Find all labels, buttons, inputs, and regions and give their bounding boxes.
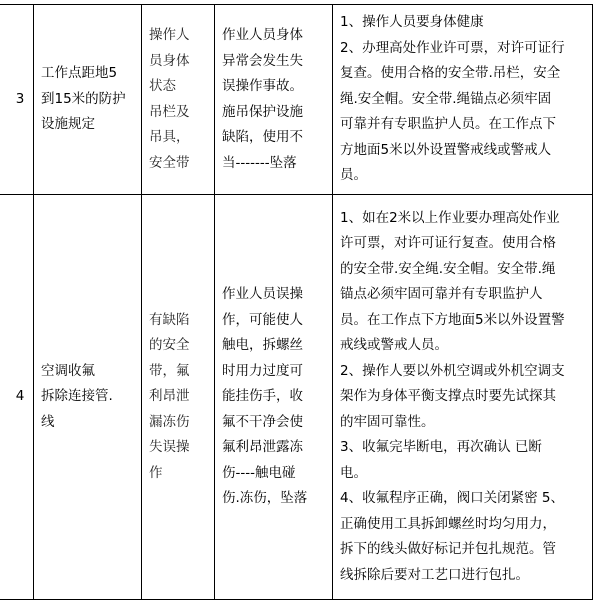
measure-line: 绳.安全帽。安全带.绳锚点必须牢固 — [340, 90, 552, 107]
risk-line: 氟利昂泄露冻 — [222, 439, 303, 456]
table-row — [0, 195, 593, 600]
measure-line: 3、收氟完毕断电，再次确认 已断 — [340, 439, 542, 456]
hazard-factor-line: 利昂泄 — [149, 388, 190, 405]
measure-line: 1、如在2米以上作业要办理高处作业 — [340, 209, 560, 226]
measure-line: 线拆除后要对工艺口进行包扎。 — [340, 566, 529, 583]
work-item-line: 设施规定 — [41, 116, 95, 133]
measure-line: 许可票，对许可证行复查。使用合格 — [340, 235, 556, 252]
risk-line: 缺陷，使用不 — [222, 129, 303, 145]
risk-line: 时用力过度可 — [222, 362, 303, 379]
measure-line: 正确使用工具拆卸螺丝时均匀用力， — [340, 515, 556, 532]
safety-measures-table — [0, 4, 593, 600]
risk-line: 作，可能使人 — [222, 311, 303, 328]
risk-line: 当-------坠落 — [222, 154, 297, 171]
risk-line: 触电，拆螺丝 — [222, 337, 303, 354]
risk-line: 伤----触电碰 — [222, 464, 296, 481]
control-measures-cell — [333, 195, 593, 600]
row-number: 3 — [0, 5, 34, 195]
risk-line: 能挂伤手，收 — [222, 388, 303, 405]
work-item-line: 工作点距地5 — [41, 65, 118, 82]
measure-line: 拆下的线头做好标记并包扎规范。管 — [340, 541, 556, 558]
risk-line: 伤.冻伤，坠落 — [222, 490, 308, 507]
risk-line: 作业人员身体 — [222, 27, 303, 43]
hazard-factor-line: 吊栏及 — [149, 103, 190, 120]
hazard-factor-line: 作 — [149, 464, 163, 481]
work-item-line: 到15米的防护 — [41, 90, 126, 107]
risk-line: 异常会发生失 — [222, 52, 303, 69]
hazard-factor-line: 漏冻伤 — [149, 413, 190, 430]
measure-line: 的牢固可靠性。 — [340, 413, 435, 430]
hazard-factor-line: 员身体 — [149, 52, 190, 69]
work-item-line: 线 — [41, 413, 55, 430]
hazard-factor-line: 安全带 — [149, 154, 190, 171]
work-item-line: 空调收氟 — [41, 362, 95, 379]
work-item-line: 拆除连接管. — [41, 388, 113, 405]
risk-line: 误操作事故。 — [222, 78, 303, 94]
measure-line: 2、操作人要以外机空调或外机空调支 — [340, 362, 565, 379]
table-row — [0, 5, 593, 195]
measure-line: 1、操作人员要身体健康 — [340, 14, 484, 31]
measure-line: 方地面5米以外设置警戒线或警戒人 — [340, 141, 552, 158]
hazard-factor-cell — [142, 195, 215, 600]
risk-line: 施吊保护设施 — [222, 103, 303, 120]
measure-line: 可靠并有专职监护人员。在工作点下 — [340, 116, 556, 133]
measure-line: 复查。使用合格的安全带.吊栏，安全 — [340, 65, 561, 82]
hazard-factor-line: 失误操 — [149, 439, 190, 456]
measure-line: 员。在工作点下方地面5米以外设置警 — [340, 311, 565, 328]
risk-cell — [215, 5, 333, 195]
hazard-factor-line: 带，氟 — [149, 362, 190, 379]
hazard-factor-line: 操作人 — [149, 27, 190, 43]
measure-line: 的安全带.安全绳.安全帽。安全带.绳 — [340, 260, 556, 277]
control-measures-cell — [333, 5, 593, 195]
risk-line: 氟不干净会使 — [222, 413, 303, 430]
hazard-factor-line: 的安全 — [149, 337, 190, 354]
measure-line: 戒线或警戒人员。 — [340, 337, 448, 354]
hazard-factor-line: 吊具， — [149, 129, 190, 145]
measure-line: 2、办理高处作业许可票，对许可证行 — [340, 39, 565, 56]
measure-line: 员。 — [340, 167, 367, 184]
measure-line: 4、收氟程序正确，阀口关闭紧密 5、 — [340, 490, 564, 507]
measure-line: 架作为身体平衡支撑点时要先试探其 — [340, 388, 556, 405]
measure-line: 锚点必须牢固可靠并有专职监护人 — [340, 286, 543, 303]
hazard-factor-line: 有缺陷 — [149, 311, 190, 328]
hazard-factor-line: 状态 — [149, 78, 176, 94]
row-number: 4 — [0, 195, 34, 600]
work-item-cell — [34, 195, 142, 600]
risk-line: 作业人员误操 — [222, 286, 303, 303]
hazard-factor-cell — [142, 5, 215, 195]
work-item-cell — [34, 5, 142, 195]
measure-line: 电。 — [340, 464, 367, 481]
risk-cell — [215, 195, 333, 600]
